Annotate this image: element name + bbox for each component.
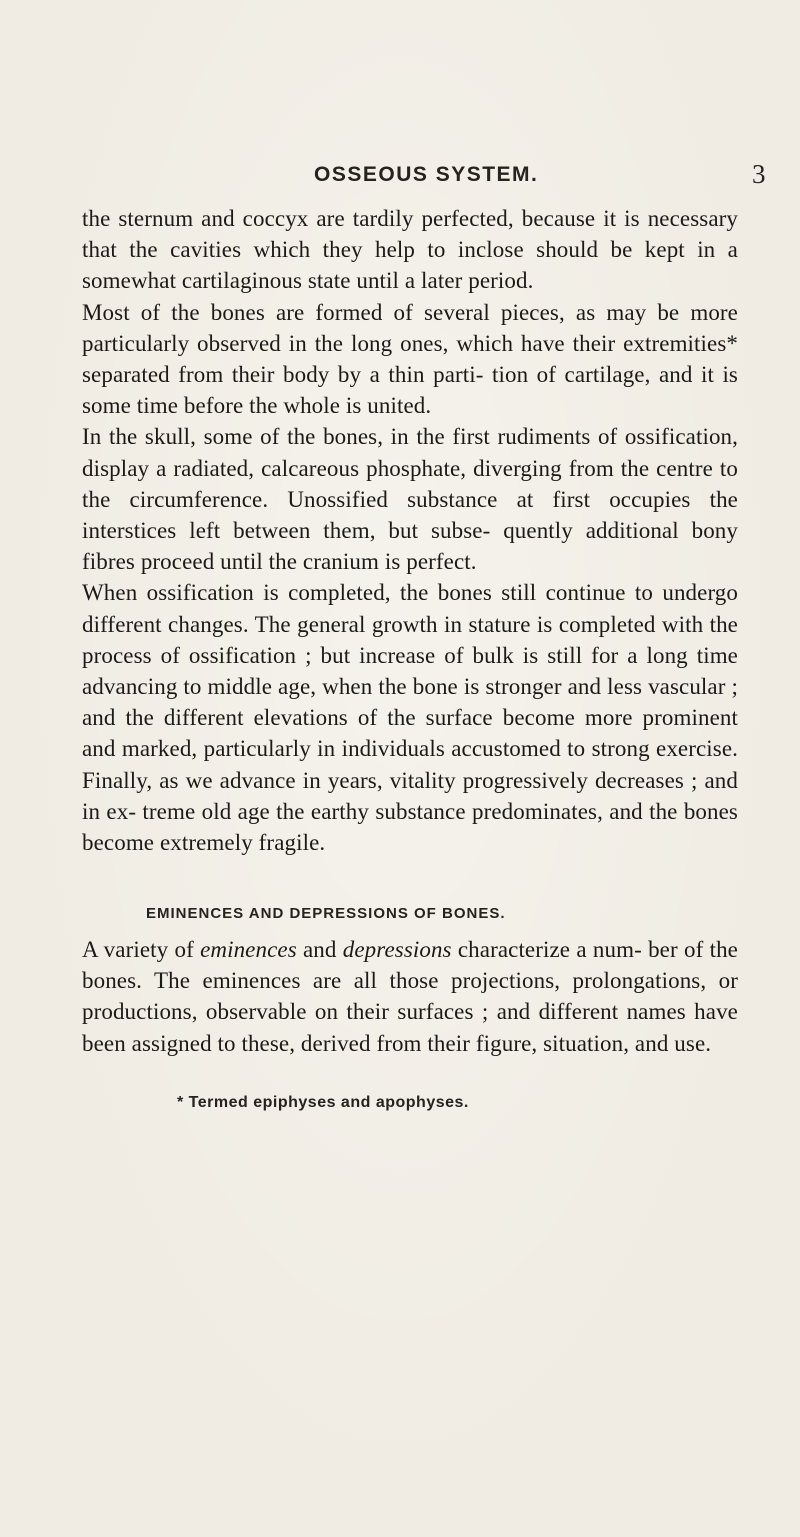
section-text (82, 934, 738, 1059)
running-head-title: OSSEOUS SYSTEM. (314, 163, 539, 186)
section-heading: EMINENCES AND DEPRESSIONS OF BONES. (146, 905, 506, 922)
main-text (82, 203, 738, 858)
paragraph-1: the sternum and coccyx are tardily perfected, because it is necessary that the cavities which they help to inclose should be kept in a somewhat cartilaginous state until a later period. (82, 206, 738, 294)
section-paragraph (82, 934, 738, 1059)
term-depressions: depressions (342, 937, 452, 962)
paragraph-3: In the skull, some of the bones, in the first rudiments of ossification, display a radiated, calcareous phosphate, diverging from the centre to the circumference. Unossified substance at first occupies the interstices left between them, but subse- quently additional bony fibres proceed until the cranium is perfect. (82, 424, 738, 575)
page-number: 3 (752, 159, 766, 189)
paragraph-2: Most of the bones are formed of several pieces, as may be more particularly observed in the long ones, which have their extremities* separated from their body by a thin parti- tion of cartilage, and it is some time before the whole is united. (82, 299, 738, 419)
section-text-and: and (296, 937, 343, 962)
section-text-start: A variety of (82, 937, 201, 962)
term-eminences: eminences (200, 937, 297, 962)
section-text-rest: characterize a num- ber of the bones. The eminences are all those projections, prolongations, or productions, observable on their surfaces ; and different names have been assigned to these, derived from their figure, situation, and use. (82, 937, 738, 1056)
paragraph-4: When ossification is completed, the bones still continue to undergo different changes. The general growth in stature is completed with the process of ossification ; but increase of bulk is still for a long time advancing to middle age, when the bone is stronger and less vascular ; and the different elevations of the surface become more prominent and marked, particularly in individuals accustomed to strong exercise. Finally, as we advance in years, vitality progressively decreases ; and in ex- treme old age the earthy substance predominates, and the bones become extremely fragile. (82, 580, 738, 856)
footnote: * Termed epiphyses and apophyses. (177, 1094, 469, 1111)
